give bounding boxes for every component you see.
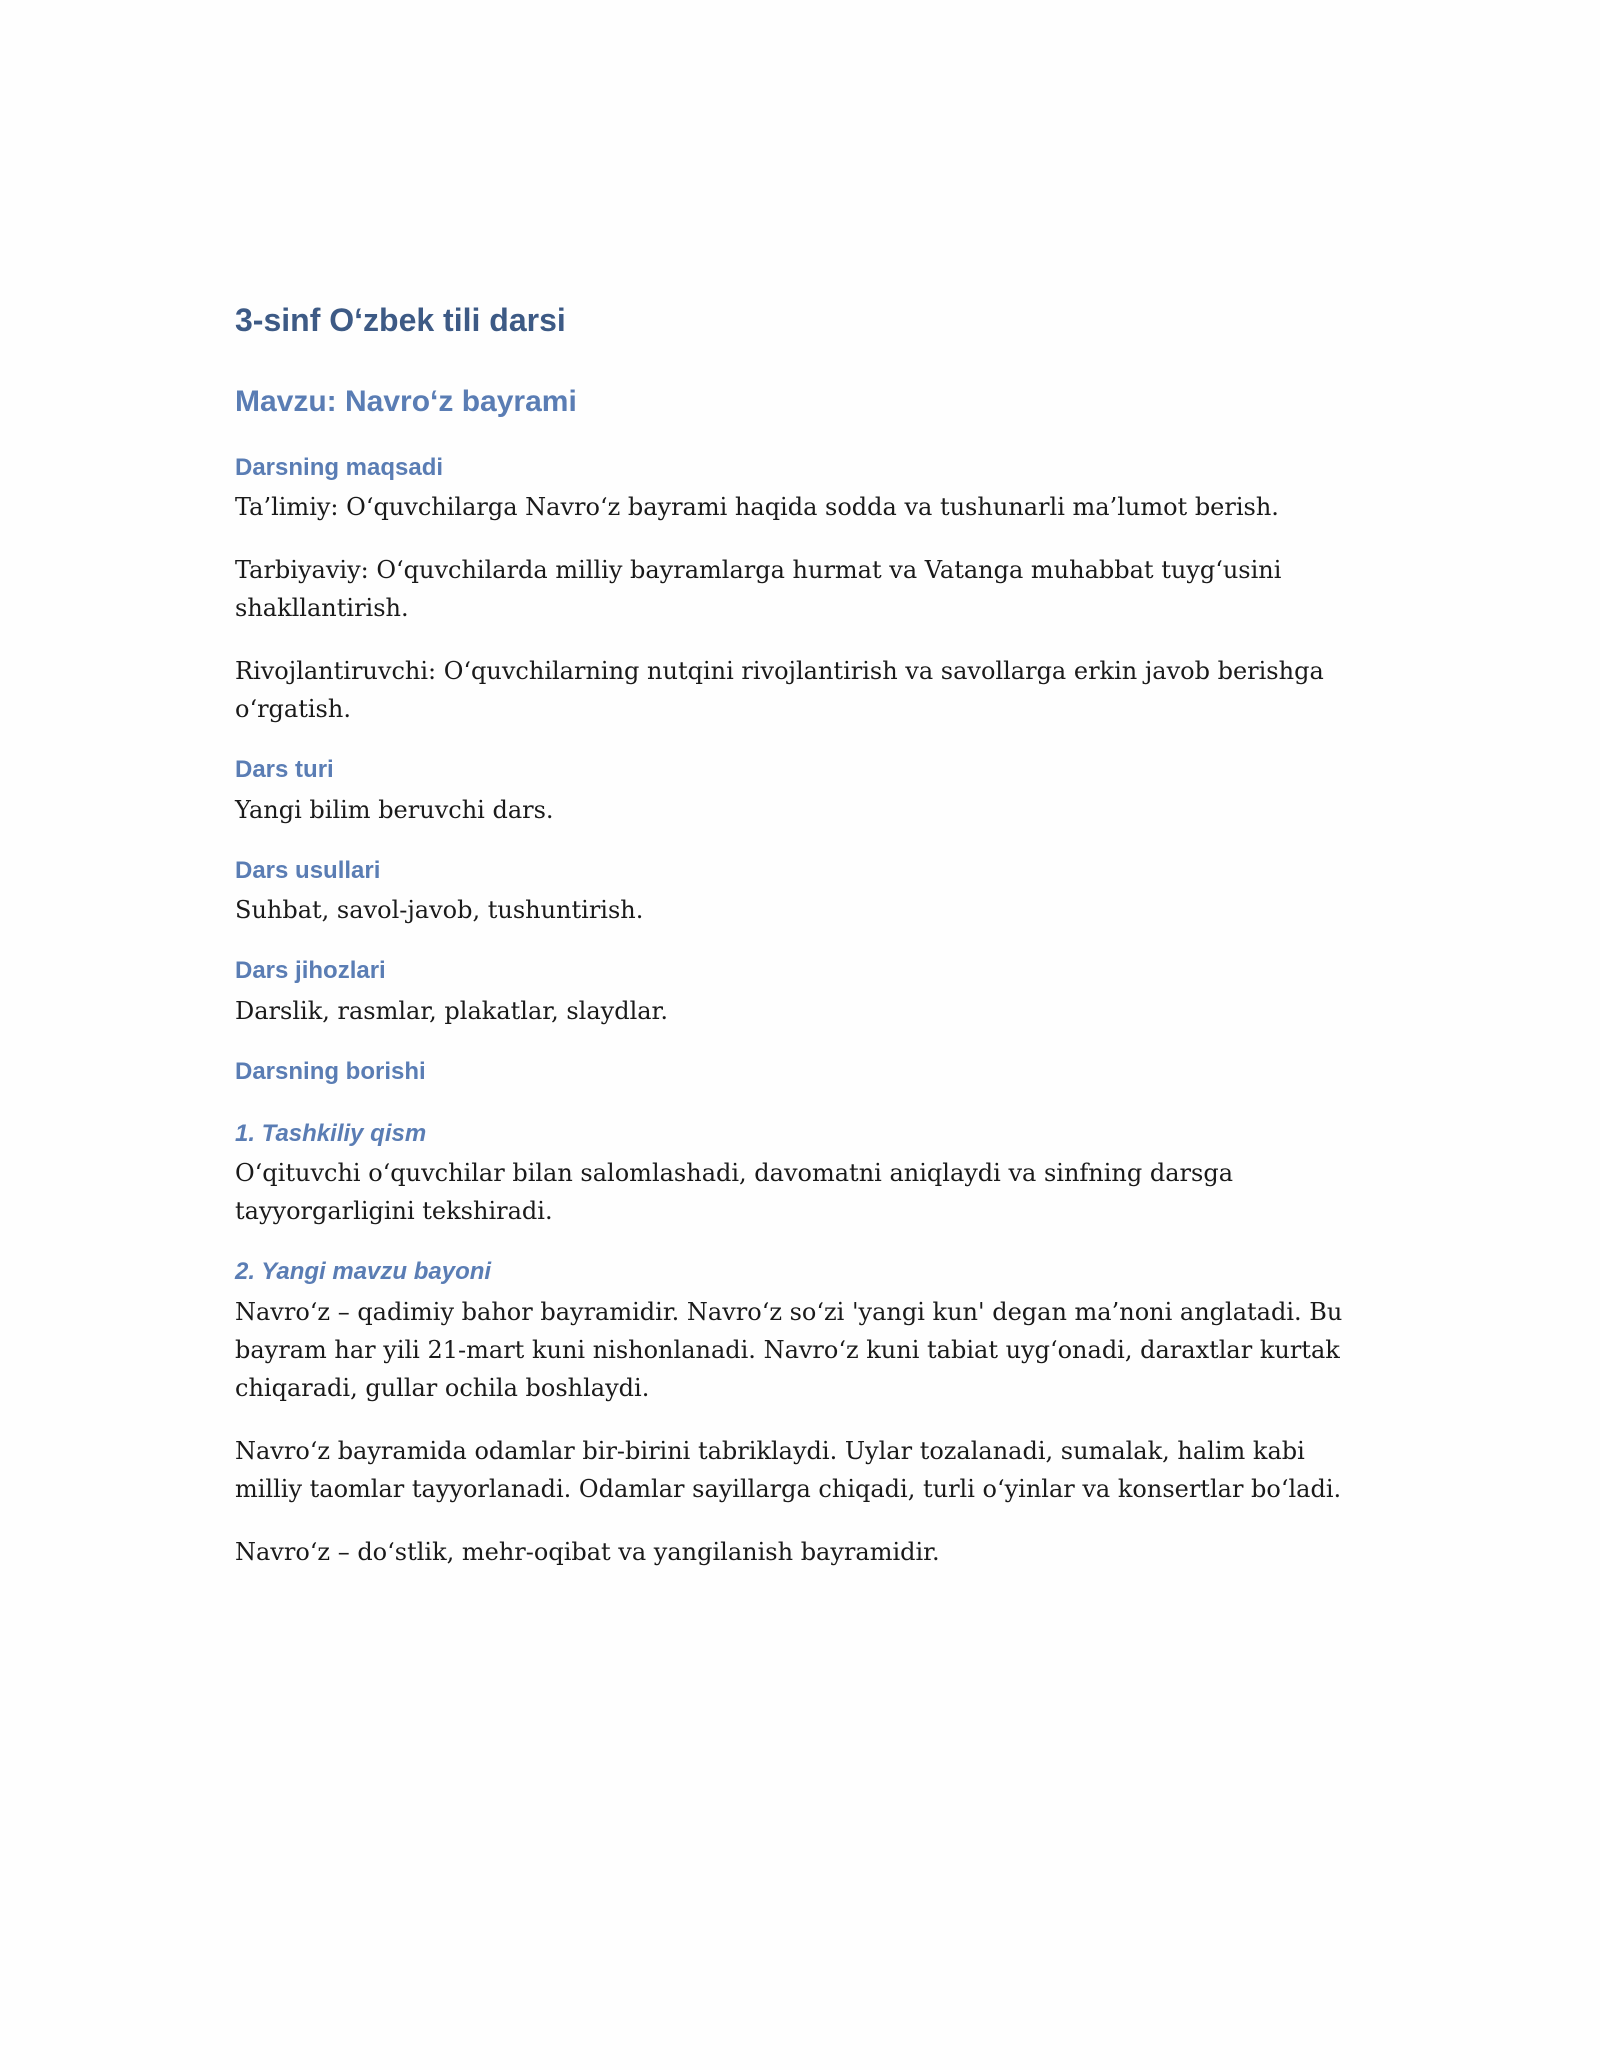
methods-text: Suhbat, savol-javob, tushuntirish. [235,896,644,925]
part2-paragraph-1: Navro‘z – qadimiy bahor bayramidir. Navro‘z so‘zi 'yangi kun' degan ma’noni anglatadi. Bu bayram har yili 21-mart kuni nishonlanadi. Navro‘z kuni tabiat uyg‘onadi, daraxtlar kurtak chiqaradi, gullar ochila boshlaydi. [235,1297,1343,1402]
document-title: 3-sinf O‘zbek tili darsi [235,302,566,338]
equipment-heading: Dars jihozlari [235,957,386,985]
goals-heading: Darsning maqsadi [235,453,444,481]
part2-paragraph-3: Navro‘z – do‘stlik, mehr-oqibat va yangilanish bayramidir. [235,1537,940,1566]
goal-talimiy: Ta’limiy: O‘quvchilarga Navro‘z bayrami haqida sodda va tushunarli ma’lumot berish. [235,493,1279,522]
process-heading: Darsning borishi [235,1057,426,1085]
lesson-subject: Mavzu: Navro‘z bayrami [235,384,577,418]
lesson-type-heading: Dars turi [235,756,334,784]
part2-heading: 2. Yangi mavzu bayoni [235,1258,492,1286]
part2-paragraph-2: Navro‘z bayramida odamlar bir-birini tabriklaydi. Uylar tozalanadi, sumalak, halim kabi milliy taomlar tayyorlanadi. Odamlar sayillarga chiqadi, turli o‘yinlar va konsertlar bo‘ladi. [235,1436,1342,1503]
goal-tarbiyaviy: Tarbiyaviy: O‘quvchilarda milliy bayramlarga hurmat va Vatanga muhabbat tuyg‘usini shakllantirish. [235,556,1282,623]
document-content [235,300,1365,1596]
lesson-type-text: Yangi bilim beruvchi dars. [235,795,554,824]
equipment-text: Darslik, rasmlar, plakatlar, slaydlar. [235,996,669,1025]
part1-text: O‘qituvchi o‘quvchilar bilan salomlashadi, davomatni aniqlaydi va sinfning darsga tayyorgarligini tekshiradi. [235,1159,1234,1226]
goal-rivojlantiruvchi: Rivojlantiruvchi: O‘quvchilarning nutqini rivojlantirish va savollarga erkin javob berishga o‘rgatish. [235,657,1324,724]
part1-heading: 1. Tashkiliy qism [235,1119,427,1147]
methods-heading: Dars usullari [235,856,381,884]
